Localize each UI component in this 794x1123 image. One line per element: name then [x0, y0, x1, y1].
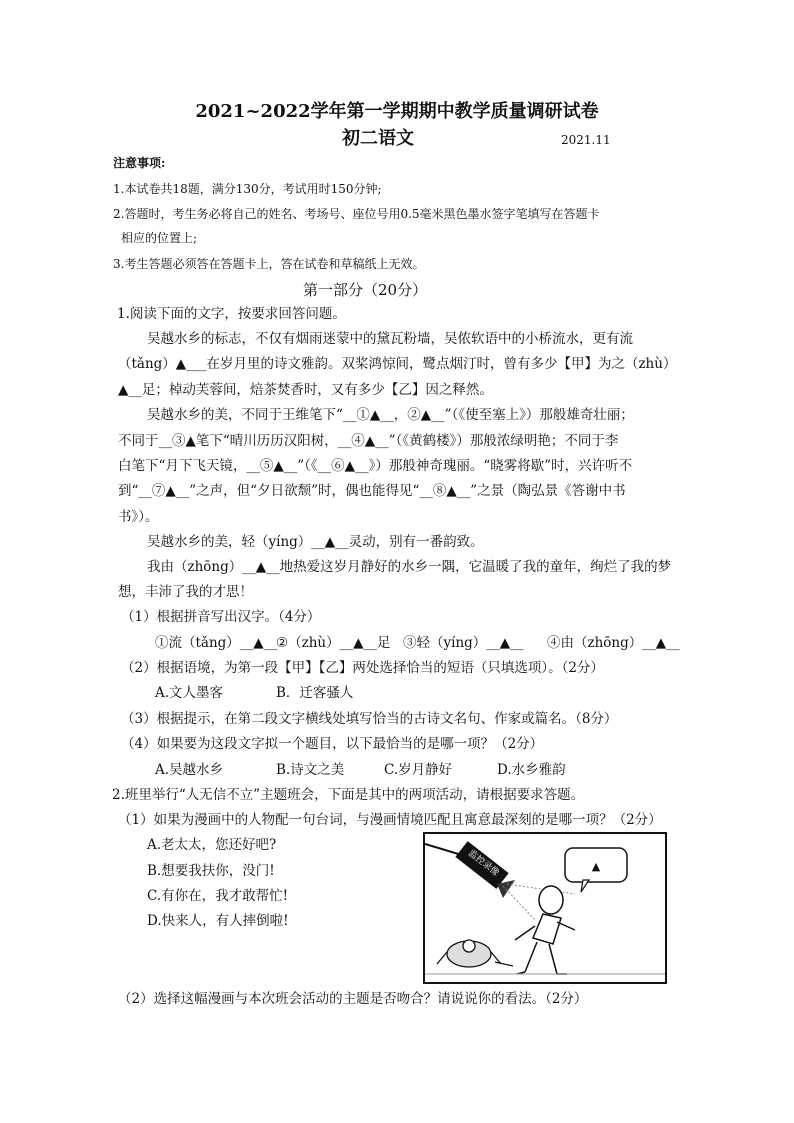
q1-sub4: （4）如果要为这段文字拟一个题目，以下最恰当的是哪一项？（2分） [121, 736, 544, 752]
option: C.岁月静好 [384, 762, 453, 778]
option: A.吴越水乡 [155, 762, 224, 778]
bubble-text: ▲ [591, 860, 601, 873]
passage-line: 不同于__③▲笔下“晴川历历汉阳树，__④▲__”（《黄鹤楼》）那般浓绿明艳；不同于李 [118, 433, 619, 449]
man-figure [515, 886, 575, 974]
q1-sub1: （1）根据拼音写出汉字。（4分） [121, 609, 321, 625]
option: B.想要我扶你，没门! [147, 863, 275, 879]
exam-title: 2021~2022学年第一学期期中教学质量调研试卷 [195, 101, 599, 122]
pinyin-item: ②（zhù）__▲__足 [276, 635, 391, 651]
option: A.老太太，您还好吧? [147, 837, 277, 853]
pinyin-item: ①流（tǎng）__▲__ [155, 635, 278, 651]
option: D.快来人，有人摔倒啦! [147, 913, 289, 929]
camera-sign-text: 监控录像 [465, 848, 501, 879]
q2-sub1: （1）如果为漫画中的人物配一句台词，与漫画情境匹配且寓意最深刻的是哪一项？（2分） [118, 812, 662, 828]
section-title: 第一部分（20分） [303, 281, 428, 299]
q2-sub2: （2）选择这幅漫画与本次班会活动的主题是否吻合？请说说你的看法。（2分） [118, 991, 588, 1007]
exam-subject: 初二语文 [342, 128, 414, 149]
pinyin-item: ④由（zhōng）__▲__ [547, 635, 680, 651]
fallen-woman-figure [437, 940, 513, 967]
passage-line: ▲__足；棹动芙蓉间，焙茶焚香时，又有多少【乙】因之释然。 [118, 382, 493, 398]
notice-heading: 注意事项: [113, 156, 166, 170]
notice-item: 3.考生答题必须答在答题卡上，答在试卷和草稿纸上无效。 [113, 257, 425, 271]
q1-sub3: （3）根据提示，在第二段文字横线处填写恰当的古诗文名句、作家或篇名。（8分） [121, 711, 618, 727]
passage-line: 吴越水乡的美，轻（yíng）__▲__灵动，别有一番韵致。 [147, 534, 484, 550]
option: D.水乡雅韵 [497, 762, 566, 778]
notice-item: 1.本试卷共18题，满分130分，考试用时150分钟; [113, 182, 382, 196]
comic-drawing [425, 834, 665, 982]
pinyin-item: ③轻（yíng）__▲__ [403, 635, 524, 651]
passage-line: 书》）。 [118, 509, 159, 525]
passage-line: 吴越水乡的标志，不仅有烟雨迷蒙中的黛瓦粉墙，吴侬软语中的小桥流水，更有流 [147, 331, 633, 347]
notice-item: 相应的位置上; [121, 231, 198, 245]
comic-illustration [423, 832, 667, 984]
passage-line: 到“__⑦▲__”之声，但“夕日欲颓”时，偶也能得见“__⑧▲__”之景（陶弘景《答谢中书 [118, 483, 626, 499]
passage-line: 想，丰沛了我的才思！ [118, 584, 253, 600]
option: C.有你在，我才敢帮忙! [147, 888, 289, 904]
option: B．迁客骚人 [276, 685, 354, 701]
passage-line: （tǎng）▲___在岁月里的诗文雅韵。双桨鸿惊间，鹭点烟汀时，曾有多少【甲】为之（zhù） [118, 356, 677, 372]
q1-sub2: （2）根据语境，为第一段【甲】【乙】两处选择恰当的短语（只填选项）。（2分） [121, 660, 604, 676]
option: B.诗文之美 [276, 762, 345, 778]
question-1-intro: 1.阅读下面的文字，按要求回答问题。 [117, 306, 346, 322]
passage-line: 吴越水乡的美，不同于王维笔下“__①▲__，②▲__”（《使至塞上》）那般雄奇壮丽； [147, 407, 634, 423]
passage-line: 我由（zhōng）__▲__地热爱这岁月静好的水乡一隅，它温暖了我的童年，绚烂了我的梦 [147, 559, 672, 575]
question-2-intro: 2.班里举行“人无信不立”主题班会，下面是其中的两项活动，请根据要求答题。 [112, 787, 585, 803]
passage-line: 白笔下“月下飞天镜，__⑤▲__”（《__⑥▲__》）那般神奇瑰丽。“晓雾将歇”时，兴许听不 [118, 458, 633, 474]
exam-date: 2021.11 [561, 133, 611, 147]
notice-item: 2.答题时，考生务必将自己的姓名、考场号、座位号用0.5毫米黑色墨水签字笔填写在答题卡 [113, 207, 600, 221]
option: A.文人墨客 [155, 685, 224, 701]
